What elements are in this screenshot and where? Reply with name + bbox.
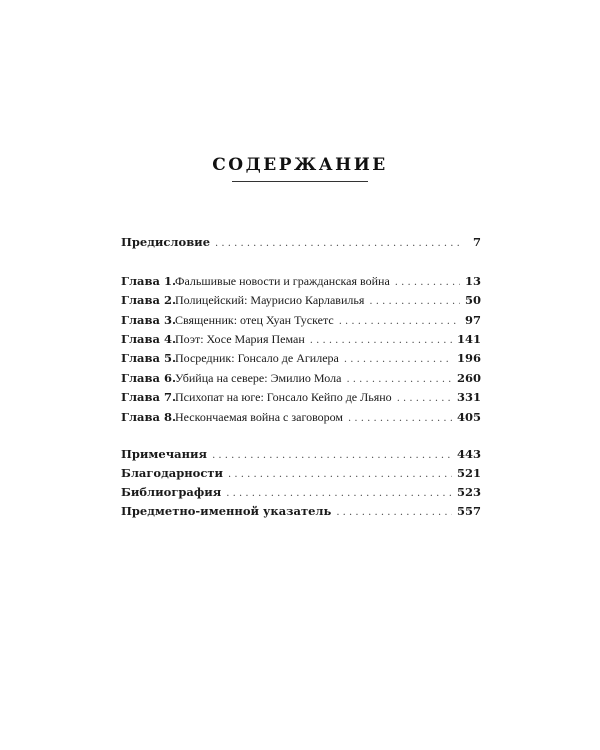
- page-number: 443: [456, 447, 481, 461]
- toc-title: СОДЕРЖАНИЕ: [212, 155, 388, 175]
- chapter-title: Священник: отец Хуан Тускетс: [175, 313, 334, 327]
- dot-leader: [397, 389, 452, 409]
- entry-title: Примечания: [121, 447, 208, 461]
- chapter-label: Глава 6.: [121, 371, 176, 385]
- chapter-label: Глава 1.: [121, 274, 176, 288]
- toc-entry-chapter[interactable]: [121, 407, 481, 427]
- dot-leader: [215, 234, 460, 254]
- entry-title: Благодарности: [121, 466, 224, 480]
- chapter-title: Посредник: Гонсало де Агилера: [175, 351, 339, 365]
- chapter-title: Психопат на юге: Гонсало Кейпо де Льяно: [175, 390, 392, 404]
- toc-entry-index[interactable]: [121, 501, 481, 521]
- page-number: 331: [456, 390, 481, 404]
- toc-entry-preface[interactable]: [121, 232, 481, 252]
- toc-entry-notes[interactable]: [121, 444, 481, 464]
- chapter-label: Глава 5.: [121, 351, 176, 365]
- chapter-title: Полицейский: Маурисио Карлавилья: [175, 293, 365, 307]
- page-number: 141: [456, 332, 481, 346]
- dot-leader: [369, 292, 460, 312]
- chapter-label: Глава 7.: [121, 390, 176, 404]
- page-number: 557: [456, 504, 481, 518]
- chapter-label: Глава 8.: [121, 410, 176, 424]
- entry-title: Библиография: [121, 485, 222, 499]
- chapter-label: Глава 4.: [121, 332, 176, 346]
- page-number: 260: [456, 371, 481, 385]
- chapter-title: Фальшивые новости и гражданская война: [175, 274, 390, 288]
- toc-entry-chapter[interactable]: [121, 329, 481, 349]
- page-number: 405: [456, 410, 481, 424]
- toc-entry-bibliography[interactable]: [121, 482, 481, 502]
- page-number: 196: [456, 351, 481, 365]
- dot-leader: [348, 409, 452, 429]
- chapter-label: Глава 3.: [121, 313, 176, 327]
- chapter-title: Убийца на севере: Эмилио Мола: [175, 371, 342, 385]
- title-rule: [232, 181, 368, 182]
- dot-leader: [336, 503, 452, 523]
- chapter-title: Нескончаемая война с заговором: [175, 410, 344, 424]
- toc-entry-chapter[interactable]: [121, 387, 481, 407]
- toc-entry-chapter[interactable]: [121, 348, 481, 368]
- toc-entry-acknowledgements[interactable]: [121, 463, 481, 483]
- toc-entry-chapter[interactable]: [121, 290, 481, 310]
- page-number: 7: [472, 235, 481, 249]
- page-number: 13: [464, 274, 481, 288]
- entry-title: Предметно-именной указатель: [121, 504, 332, 518]
- page-number: 97: [464, 313, 481, 327]
- chapter-title: Поэт: Хосе Мария Пеман: [175, 332, 305, 346]
- dot-leader: [344, 350, 452, 370]
- page-number: 521: [456, 466, 481, 480]
- toc-entry-chapter[interactable]: [121, 271, 481, 291]
- entry-title: Предисловие: [121, 235, 211, 249]
- chapter-label: Глава 2.: [121, 293, 176, 307]
- toc-entry-chapter[interactable]: [121, 310, 481, 330]
- toc-entry-chapter[interactable]: [121, 368, 481, 388]
- page-number: 50: [464, 293, 481, 307]
- page-number: 523: [456, 485, 481, 499]
